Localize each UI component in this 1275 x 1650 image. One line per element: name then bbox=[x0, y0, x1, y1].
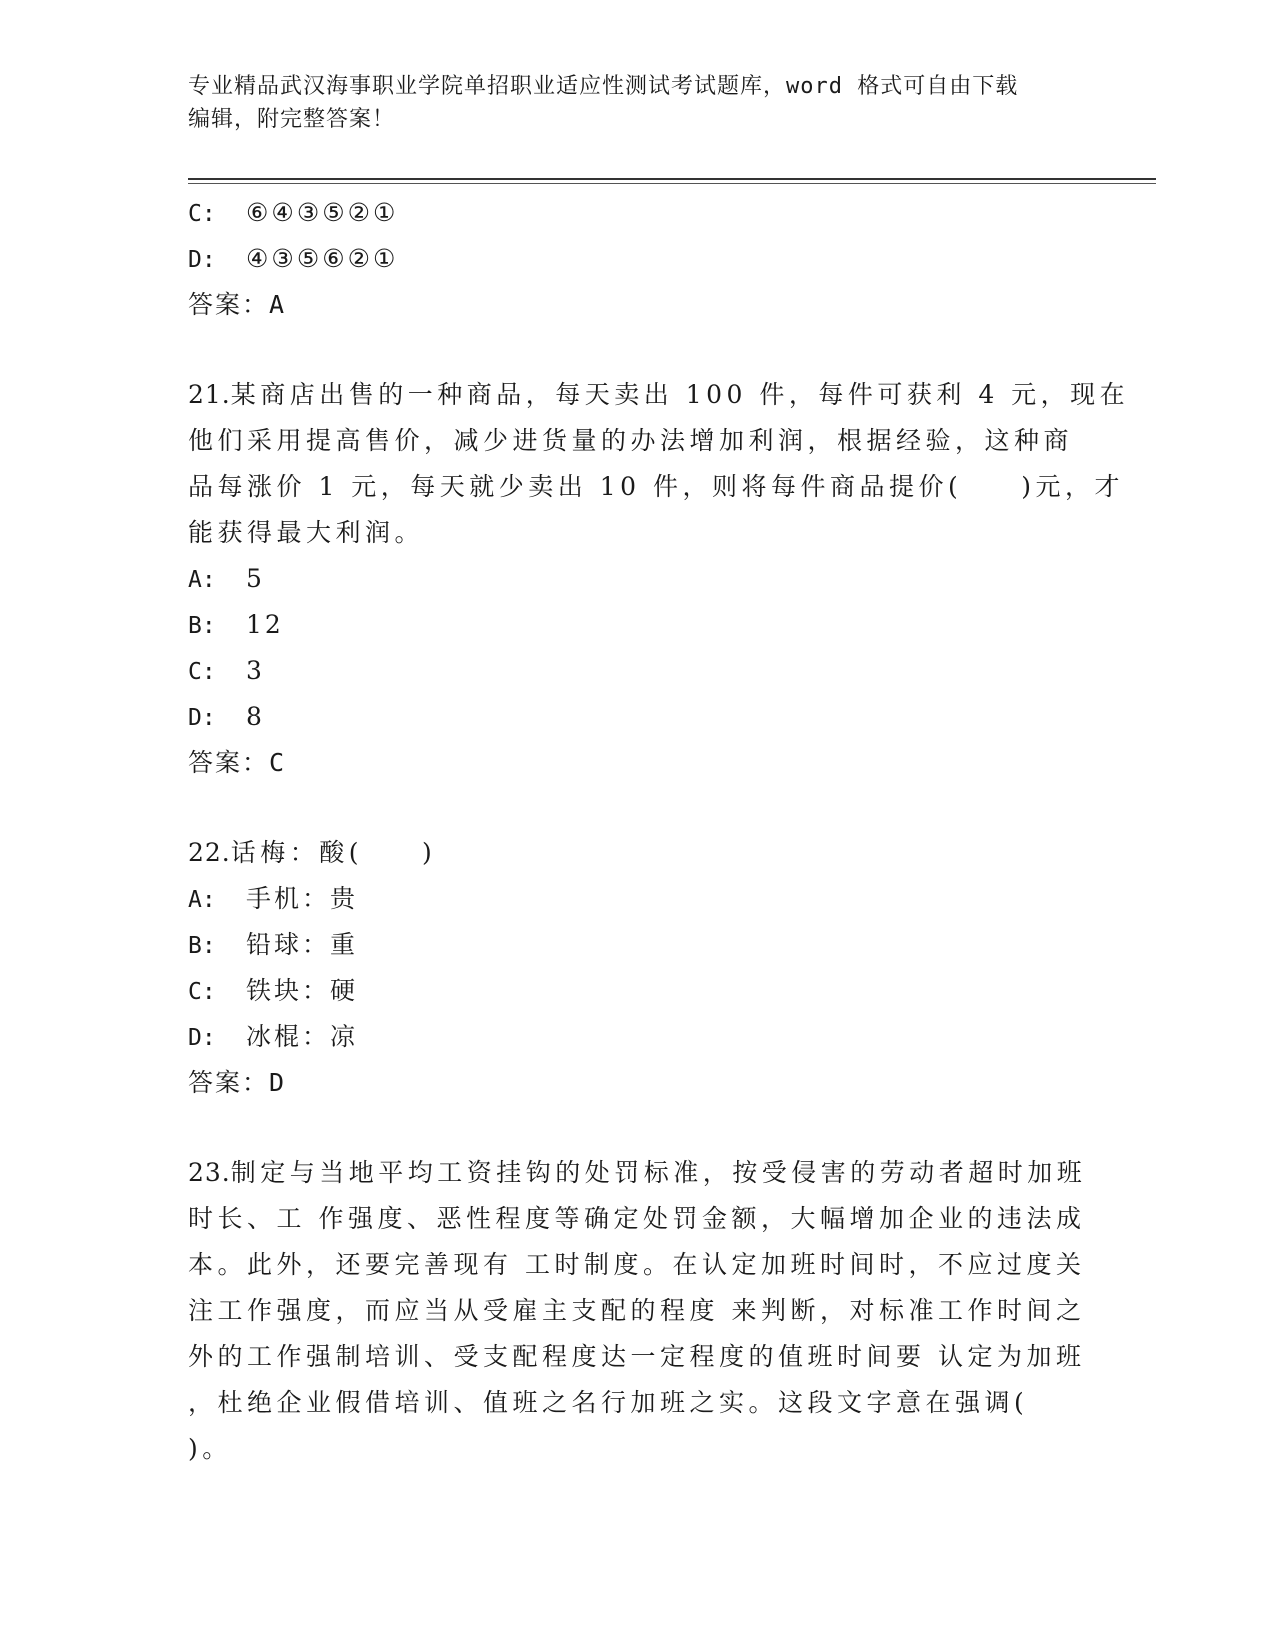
option-letter: C: bbox=[188, 979, 216, 1005]
option-d bbox=[188, 694, 1088, 740]
question-stem-line: ，杜绝企业假借培训、值班之名行加班之实。这段文字意在强调( bbox=[188, 1388, 1029, 1417]
prev-question-options bbox=[188, 190, 1088, 282]
question-number: 22. bbox=[188, 838, 231, 867]
answer-line bbox=[188, 1060, 1088, 1106]
option-text: ⑥④③⑤②① bbox=[246, 198, 399, 227]
option-c bbox=[188, 648, 1088, 694]
option-letter: D: bbox=[188, 705, 216, 731]
answer-line bbox=[188, 282, 1088, 328]
question-stem-line: 时长、工 作强度、恶性程度等确定处罚金额，大幅增加企业的违法成 bbox=[188, 1204, 1086, 1233]
question-22 bbox=[188, 830, 1088, 1106]
question-stem-line: 本。此外，还要完善现有 工时制度。在认定加班时间时，不应过度关 bbox=[188, 1250, 1086, 1279]
header-rule-thick bbox=[188, 178, 1156, 180]
question-number: 21. bbox=[188, 380, 231, 409]
question-stem-line: 外的工作强制培训、受支配程度达一定程度的值班时间要 认定为加班 bbox=[188, 1342, 1086, 1371]
question-stem-line: 22.话梅：酸( ) bbox=[188, 838, 437, 867]
answer-value: D bbox=[269, 1068, 287, 1097]
question-stem-line: 注工作强度，而应当从受雇主支配的程度 来判断，对标准工作时间之 bbox=[188, 1296, 1086, 1325]
answer-label: 答案： bbox=[188, 748, 270, 777]
question-stem-line: 他们采用提高售价，减少进货量的办法增加利润，根据经验，这种商 bbox=[188, 426, 1074, 455]
question-stem-line: 21.某商店出售的一种商品，每天卖出 100 件，每件可获利 4 元，现在 bbox=[188, 380, 1130, 409]
option-letter: D: bbox=[188, 1025, 216, 1051]
header-line-1: 专业精品武汉海事职业学院单招职业适应性测试考试题库，word 格式可自由下载 bbox=[188, 74, 1019, 99]
question-stem-line: 23.制定与当地平均工资挂钩的处罚标准，按受侵害的劳动者超时加班 bbox=[188, 1158, 1087, 1187]
option-text: 铁块：硬 bbox=[246, 976, 359, 1005]
option-text: 8 bbox=[246, 702, 265, 731]
option-d bbox=[188, 1014, 1088, 1060]
header-rule-thin bbox=[188, 183, 1156, 184]
option-letter: B: bbox=[188, 933, 216, 959]
option-text: 12 bbox=[246, 610, 284, 639]
option-letter: C: bbox=[188, 659, 216, 685]
question-stem-line: )。 bbox=[188, 1434, 232, 1463]
option-a bbox=[188, 876, 1088, 922]
question-stem-line: 品每涨价 1 元，每天就少卖出 10 件，则将每件商品提价( )元，才 bbox=[188, 472, 1125, 501]
answer-label: 答案： bbox=[188, 290, 270, 319]
option-text: 冰棍：凉 bbox=[246, 1022, 359, 1051]
answer-line bbox=[188, 740, 1088, 786]
option-b bbox=[188, 602, 1088, 648]
option-d bbox=[188, 236, 1088, 282]
option-c bbox=[188, 968, 1088, 1014]
option-text: 铅球：重 bbox=[246, 930, 359, 959]
option-b bbox=[188, 922, 1088, 968]
answer-label: 答案： bbox=[188, 1068, 270, 1097]
answer-value: A bbox=[269, 290, 287, 319]
option-text: 5 bbox=[246, 564, 265, 593]
option-letter: B: bbox=[188, 613, 216, 639]
option-letter: C: bbox=[188, 201, 216, 227]
option-c bbox=[188, 190, 1088, 236]
option-text: 3 bbox=[246, 656, 265, 685]
option-letter: D: bbox=[188, 247, 216, 273]
question-23 bbox=[188, 1150, 1088, 1472]
answer-value: C bbox=[269, 748, 287, 777]
question-stem-line: 能获得最大利润。 bbox=[188, 518, 425, 547]
option-letter: A: bbox=[188, 567, 216, 593]
option-text: ④③⑤⑥②① bbox=[246, 244, 399, 273]
page-header bbox=[188, 70, 1068, 136]
option-text: 手机：贵 bbox=[246, 884, 359, 913]
question-21 bbox=[188, 372, 1130, 786]
option-a bbox=[188, 556, 1088, 602]
question-number: 23. bbox=[188, 1158, 231, 1187]
document-body bbox=[188, 190, 1130, 1472]
option-letter: A: bbox=[188, 887, 216, 913]
header-line-2: 编辑，附完整答案！ bbox=[188, 107, 396, 132]
